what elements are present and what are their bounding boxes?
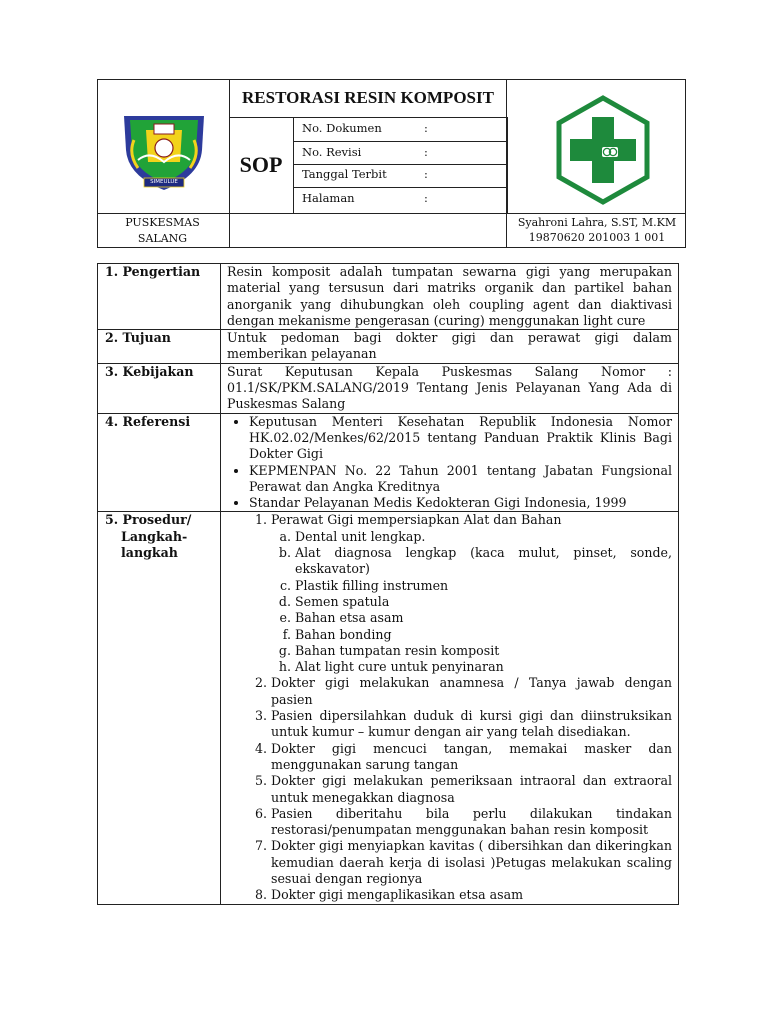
divider [294, 187, 508, 188]
meta-label-no-dokumen: No. Dokumen [302, 121, 382, 135]
row-kebijakan [98, 363, 679, 413]
logo-banner-text: SIMEULUE [150, 179, 178, 185]
section-label: 3. Kebijakan [98, 363, 221, 413]
section-label: 4. Referensi [98, 413, 221, 512]
section-label: 1. Pengertian [98, 264, 221, 330]
sub-step-item: a. Dental unit lengkap. [295, 529, 672, 545]
institution-line-1: PUSKESMAS [125, 216, 200, 229]
document-title: RESTORASI RESIN KOMPOSIT [242, 88, 494, 107]
list-item: • KEPMENPAN No. 22 Tahun 2001 tentang Jabatan Fungsional Perawat dan Angka Kreditnya [249, 463, 672, 496]
row-referensi [98, 413, 679, 512]
label-line: Langkah- [121, 528, 188, 544]
section-label: 2. Tujuan [98, 330, 221, 364]
step-item: 6. Pasien diberitahu bila perlu dilakukan tindakan restorasi/penumpatan menggunakan bahan resin komposit [271, 806, 672, 839]
step-item: 4. Dokter gigi mencuci tangan, memakai masker dan menggunakan sarung tangan [271, 741, 672, 774]
section-label-prosedur [98, 512, 221, 904]
section-text-tujuan: Untuk pedoman bagi dokter gigi dan perawat gigi dalam memberikan pelayanan [221, 330, 679, 364]
meta-value-no-dokumen: : [424, 121, 428, 135]
sub-step-item: b. Alat diagnosa lengkap (kaca mulut, pinset, sonde, ekskavator) [295, 545, 672, 578]
signatory-nip: 19870620 201003 1 001 [528, 231, 666, 244]
sop-content-table [97, 263, 679, 905]
regency-logo [120, 110, 208, 194]
sop-label: SOP [239, 152, 283, 177]
sub-step-item: c. Plastik filling instrumen [295, 578, 672, 594]
step-text: Perawat Gigi mempersiapkan Alat dan Bahan [271, 512, 562, 528]
divider [507, 117, 508, 213]
step-item: 2. Dokter gigi melakukan anamnesa / Tanya jawab dengan pasien [271, 675, 672, 708]
health-cross-icon [553, 95, 653, 205]
divider [98, 213, 685, 214]
row-tujuan [98, 330, 679, 364]
step-item: 8. Dokter gigi mengaplikasikan etsa asam [271, 887, 672, 903]
step-item: 7. Dokter gigi menyiapkan kavitas ( dibersihkan dan dikeringkan kemudian daerah kerja di isolasi )Petugas melakukan scaling sesuai dengan regionya [271, 838, 672, 887]
signatory [508, 215, 686, 245]
meta-label-halaman: Halaman [302, 191, 355, 205]
sub-step-item: g. Bahan tumpatan resin komposit [295, 643, 672, 659]
sub-step-item: f. Bahan bonding [295, 627, 672, 643]
divider [294, 141, 508, 142]
institution-name [97, 215, 228, 247]
row-pengertian [98, 264, 679, 330]
sub-step-item: d. Semen spatula [295, 594, 672, 610]
meta-value-halaman: : [424, 191, 428, 205]
meta-label-no-revisi: No. Revisi [302, 145, 362, 159]
meta-label-tanggal-terbit: Tanggal Terbit [302, 167, 387, 181]
institution-line-2: SALANG [137, 232, 188, 245]
list-item: • Keputusan Menteri Kesehatan Republik Indonesia Nomor HK.02.02/Menkes/62/2015 tentang Panduan Praktik Klinis Bagi Dokter Gigi [249, 414, 672, 463]
signatory-name: Syahroni Lahra, S.ST, M.KM [517, 216, 677, 229]
section-prosedur-steps [221, 512, 679, 904]
section-text-pengertian: Resin komposit adalah tumpatan sewarna gigi yang merupakan material yang tersusun dari matriks organik dan partikel bahan anorganik yang dihubungkan oleh coupling agent dan diaktivasi dengan mekanisme pengerasan (curing) menggunakan light cure [221, 264, 679, 330]
list-item: • Standar Pelayanan Medis Kedokteran Gigi Indonesia, 1999 [249, 495, 672, 511]
sub-step-item: e. Bahan etsa asam [295, 610, 672, 626]
puskesmas-logo [553, 95, 653, 205]
divider [229, 117, 507, 118]
section-text-kebijakan: Surat Keputusan Kepala Puskesmas Salang Nomor : 01.1/SK/PKM.SALANG/2019 Tentang Jenis Pelayanan Yang Ada di Puskesmas Salang [221, 363, 679, 413]
divider [293, 117, 294, 213]
step-item: 5. Dokter gigi melakukan pemeriksaan intraoral dan extraoral untuk menegakkan diagnosa [271, 773, 672, 806]
step-item: 3. Pasien dipersilahkan duduk di kursi gigi dan diinstruksikan untuk kumur – kumur dengan air yang telah disediakan. [271, 708, 672, 741]
label-line: 5. Prosedur/ [105, 512, 192, 528]
meta-value-no-revisi: : [424, 145, 428, 159]
sub-step-item: h. Alat light cure untuk penyinaran [295, 659, 672, 675]
divider [294, 164, 508, 165]
step-item [271, 512, 672, 675]
section-referensi-list [221, 413, 679, 512]
row-prosedur [98, 512, 679, 904]
meta-value-tanggal-terbit: : [424, 167, 428, 181]
label-line: langkah [121, 545, 178, 561]
